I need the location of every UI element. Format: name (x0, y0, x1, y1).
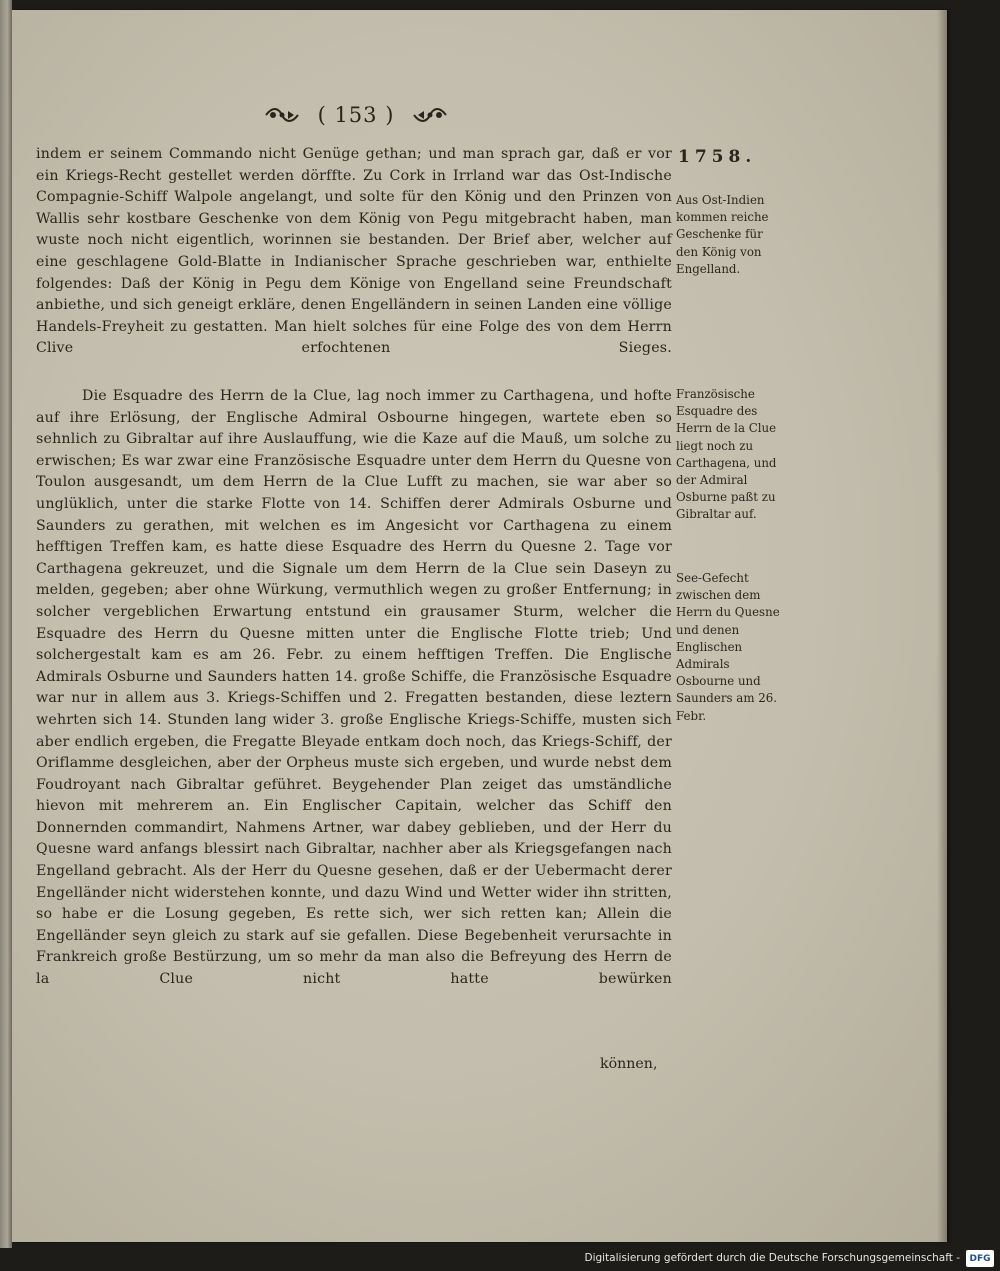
left-ornament-icon (264, 105, 300, 125)
margin-note: Aus Ost-Indien kommen reiche Geschenke für den König von Engelland. (676, 193, 769, 276)
year-marker: 1758. (678, 147, 757, 167)
dfg-logo: DFG (966, 1250, 994, 1267)
spine-shadow (937, 10, 947, 1242)
body-paragraph: indem er seinem Commando nicht Genüge gethan; und man sprach gar, daß er vor ein Kriegs-Recht gestellet werden dörffte. Zu Cork in Irrland war das Ost-Indische Compagnie-Schiff Walpole angelangt, und solte für den König und den Prinzen von Wallis sehr kostbare Geschenke von dem König von Pegu mitgebracht haben, man wuste noch nicht eigentlich, worinnen sie bestanden. Der Brief aber, welcher auf eine geschlagene Gold-Blatte in Indianischer Sprache geschrieben war, enthielte folgendes: Daß der König in Pegu dem Könige von Engelland seine Freundschaft anbiethe, und sich geneigt erkläre, denen Engelländern in seinen Landen eine völlige Handels-Freyheit zu gestatten. Man hielt solches für eine Folge des von dem Herrn Clive erfochtenen Sieges. (36, 146, 672, 357)
margin-note: Französische Esquadre des Herrn de la Clue liegt noch zu Carthagena, und der Admiral Osburne paßt zu Gibraltar auf. (676, 387, 777, 522)
digitization-credit: Digitalisierung gefördert durch die Deutsche Forschungsgemeinschaft - (584, 1252, 960, 1264)
page-number: ( 153 ) (317, 103, 395, 127)
margin-note: See-Gefecht zwischen dem Herrn du Quesne und denen Englischen Admirals Osbourne und Saunders am 26. Febr. (676, 571, 780, 723)
catchword: können, (600, 1056, 658, 1072)
body-paragraph: Die Esquadre des Herrn de la Clue, lag noch immer zu Carthagena, und hofte auf ihre Erlösung, der Englische Admiral Osbourne hingegen, wartete eben so sehnlich zu Gibraltar auf ihre Auslauffung, wie die Kaze auf die Mauß, um solche zu erwischen; Es war zwar eine Französische Esquadre unter dem Herrn du Quesne von Toulon ausgesandt, um dem Herrn de la Clue Lufft zu machen, sie war aber so unglüklich, unter die starke Flotte von 14. Schiffen derer Admirals Osburne und Saunders zu gerathen, mit welchen es im Angesicht vor Carthagena zu einem hefftigen Treffen kam, es hatte diese Esquadre des Herrn du Quesne 2. Tage vor Carthagena gekreuzet, und die Signale um dem Herrn de la Clue sein Daseyn zu melden, gegeben; aber ohne Würkung, vermuthlich wegen zu großer Entfernung; in solcher vergeblichen Erwartung entstund ein grausamer Sturm, welcher die Esquadre des Herrn du Quesne mitten unter die Englische Flotte trieb; Und solchergestalt kam es am 26. Febr. zu einem hefftigen Treffen. Die Englische Admirals Osburne und Saunders hatten 14. große Schiffe, die Französische Esquadre war nur in allem aus 3. Kriegs-Schiffen und 2. Fregatten bestanden, diese leztern wehrten sich 14. Stunden lang wider 3. große Englische Kriegs-Schiffe, musten sich aber endlich ergeben, die Fregatte Bleyade entkam doch noch, das Kriegs-Schiff, der Oriflamme desgleichen, aber der Orpheus muste sich ergeben, und wurde nebst dem Foudroyant nach Gibraltar geführet. Beygehender Plan zeiget das umständliche hievon mit mehrerem an. Ein Englischer Capitain, welcher das Schiff den Donnernden commandirt, Nahmens Artner, war dabey geblieben, und der Herr du Quesne ward anfangs blessirt nach Gibraltar, nachher aber als Kriegsgefangen nach Engelland gebracht. Als der Herr du Quesne gesehen, daß er der Uebermacht derer Engelländer nicht widerstehen konnte, und dazu Wind und Wetter wider ihn stritten, so habe er die Losung gegeben, Es rette sich, wer sich retten kan; Allein die Engelländer seyn gleich zu stark auf sie gefallen. Diese Begebenheit verursachte in Frankreich große Bestürzung, um so mehr da man also die Befreyung des Herrn de la Clue nicht hatte bewürken (36, 388, 672, 988)
adjacent-page-edge (0, 0, 12, 1248)
right-ornament-icon (412, 105, 448, 125)
page-header (236, 95, 476, 135)
